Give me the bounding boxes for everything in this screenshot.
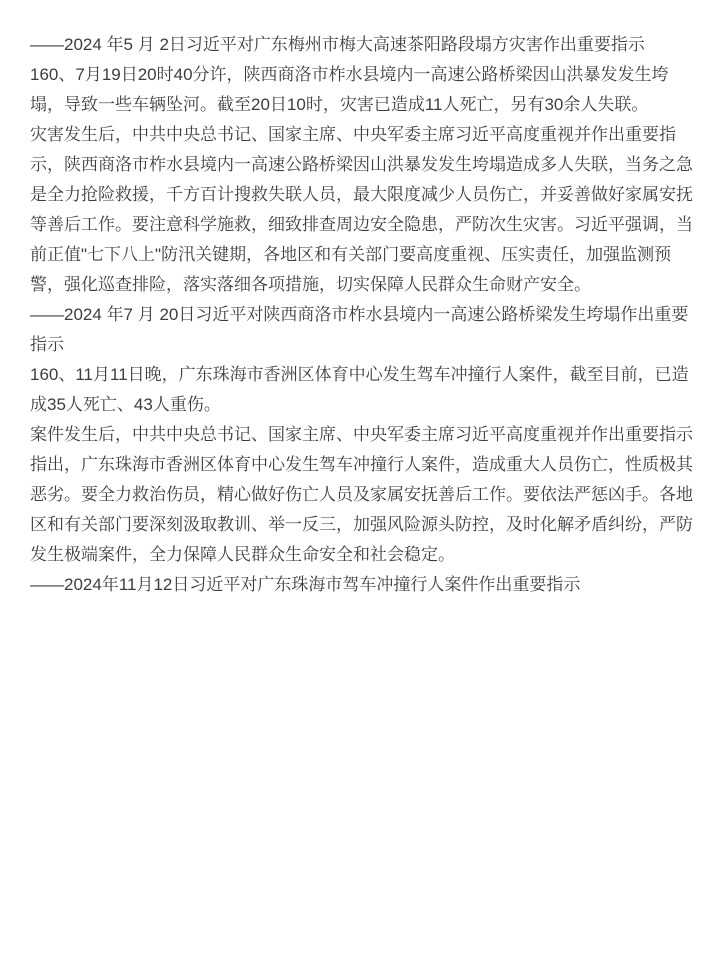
paragraph-zhuhai-incident-response: 案件发生后，中共中央总书记、国家主席、中央军委主席习近平高度重视并作出重要指示指出，广东珠海市香洲区体育中心发生驾车冲撞行人案件，造成重大人员伤亡，性质极其恶劣。要全力救治伤员，精心做好伤亡人员及家属安抚善后工作。要依法严惩凶手。各地区和有关部门要深刻汲取教训、举一反三，加强风险源头防控，及时化解矛盾纠纷，严防发生极端案件，全力保障人民群众生命安全和社会稳定。 xyxy=(30,425,693,564)
attribution-line-shangluo-bridge-collapse: ——2024 年7 月 20日习近平对陕西商洛市柞水县境内一高速公路桥梁发生垮塌作出重要指示 xyxy=(30,305,689,354)
attribution-line-meizhou-landslide: ——2024 年5 月 2日习近平对广东梅州市梅大高速茶阳路段塌方灾害作出重要指示 xyxy=(30,35,645,54)
paragraph-shangluo-bridge-collapse-response: 灾害发生后，中共中央总书记、国家主席、中央军委主席习近平高度重视并作出重要指示，陕西商洛市柞水县境内一高速公路桥梁因山洪暴发发生垮塌造成多人失联，当务之急是全力抢险救援，千方百计搜救失联人员，最大限度减少人员伤亡，并妥善做好家属安抚等善后工作。要注意科学施救，细致排查周边安全隐患，严防次生灾害。习近平强调，当前正值"七下八上"防汛关键期，各地区和有关部门要高度重视、压实责任，加强监测预警，强化巡查排险，落实落细各项措施，切实保障人民群众生命财产安全。 xyxy=(30,125,693,294)
paragraph-shangluo-bridge-collapse-facts: 160、7月19日20时40分许，陕西商洛市柞水县境内一高速公路桥梁因山洪暴发发生垮塌，导致一些车辆坠河。截至20日10时，灾害已造成11人死亡，另有30余人失联。 xyxy=(30,65,669,114)
attribution-line-zhuhai-incident: ——2024年11月12日习近平对广东珠海市驾车冲撞行人案件作出重要指示 xyxy=(30,575,581,594)
paragraph-zhuhai-incident-facts: 160、11月11日晚，广东珠海市香洲区体育中心发生驾车冲撞行人案件，截至目前，已造成35人死亡、43人重伤。 xyxy=(30,365,689,414)
